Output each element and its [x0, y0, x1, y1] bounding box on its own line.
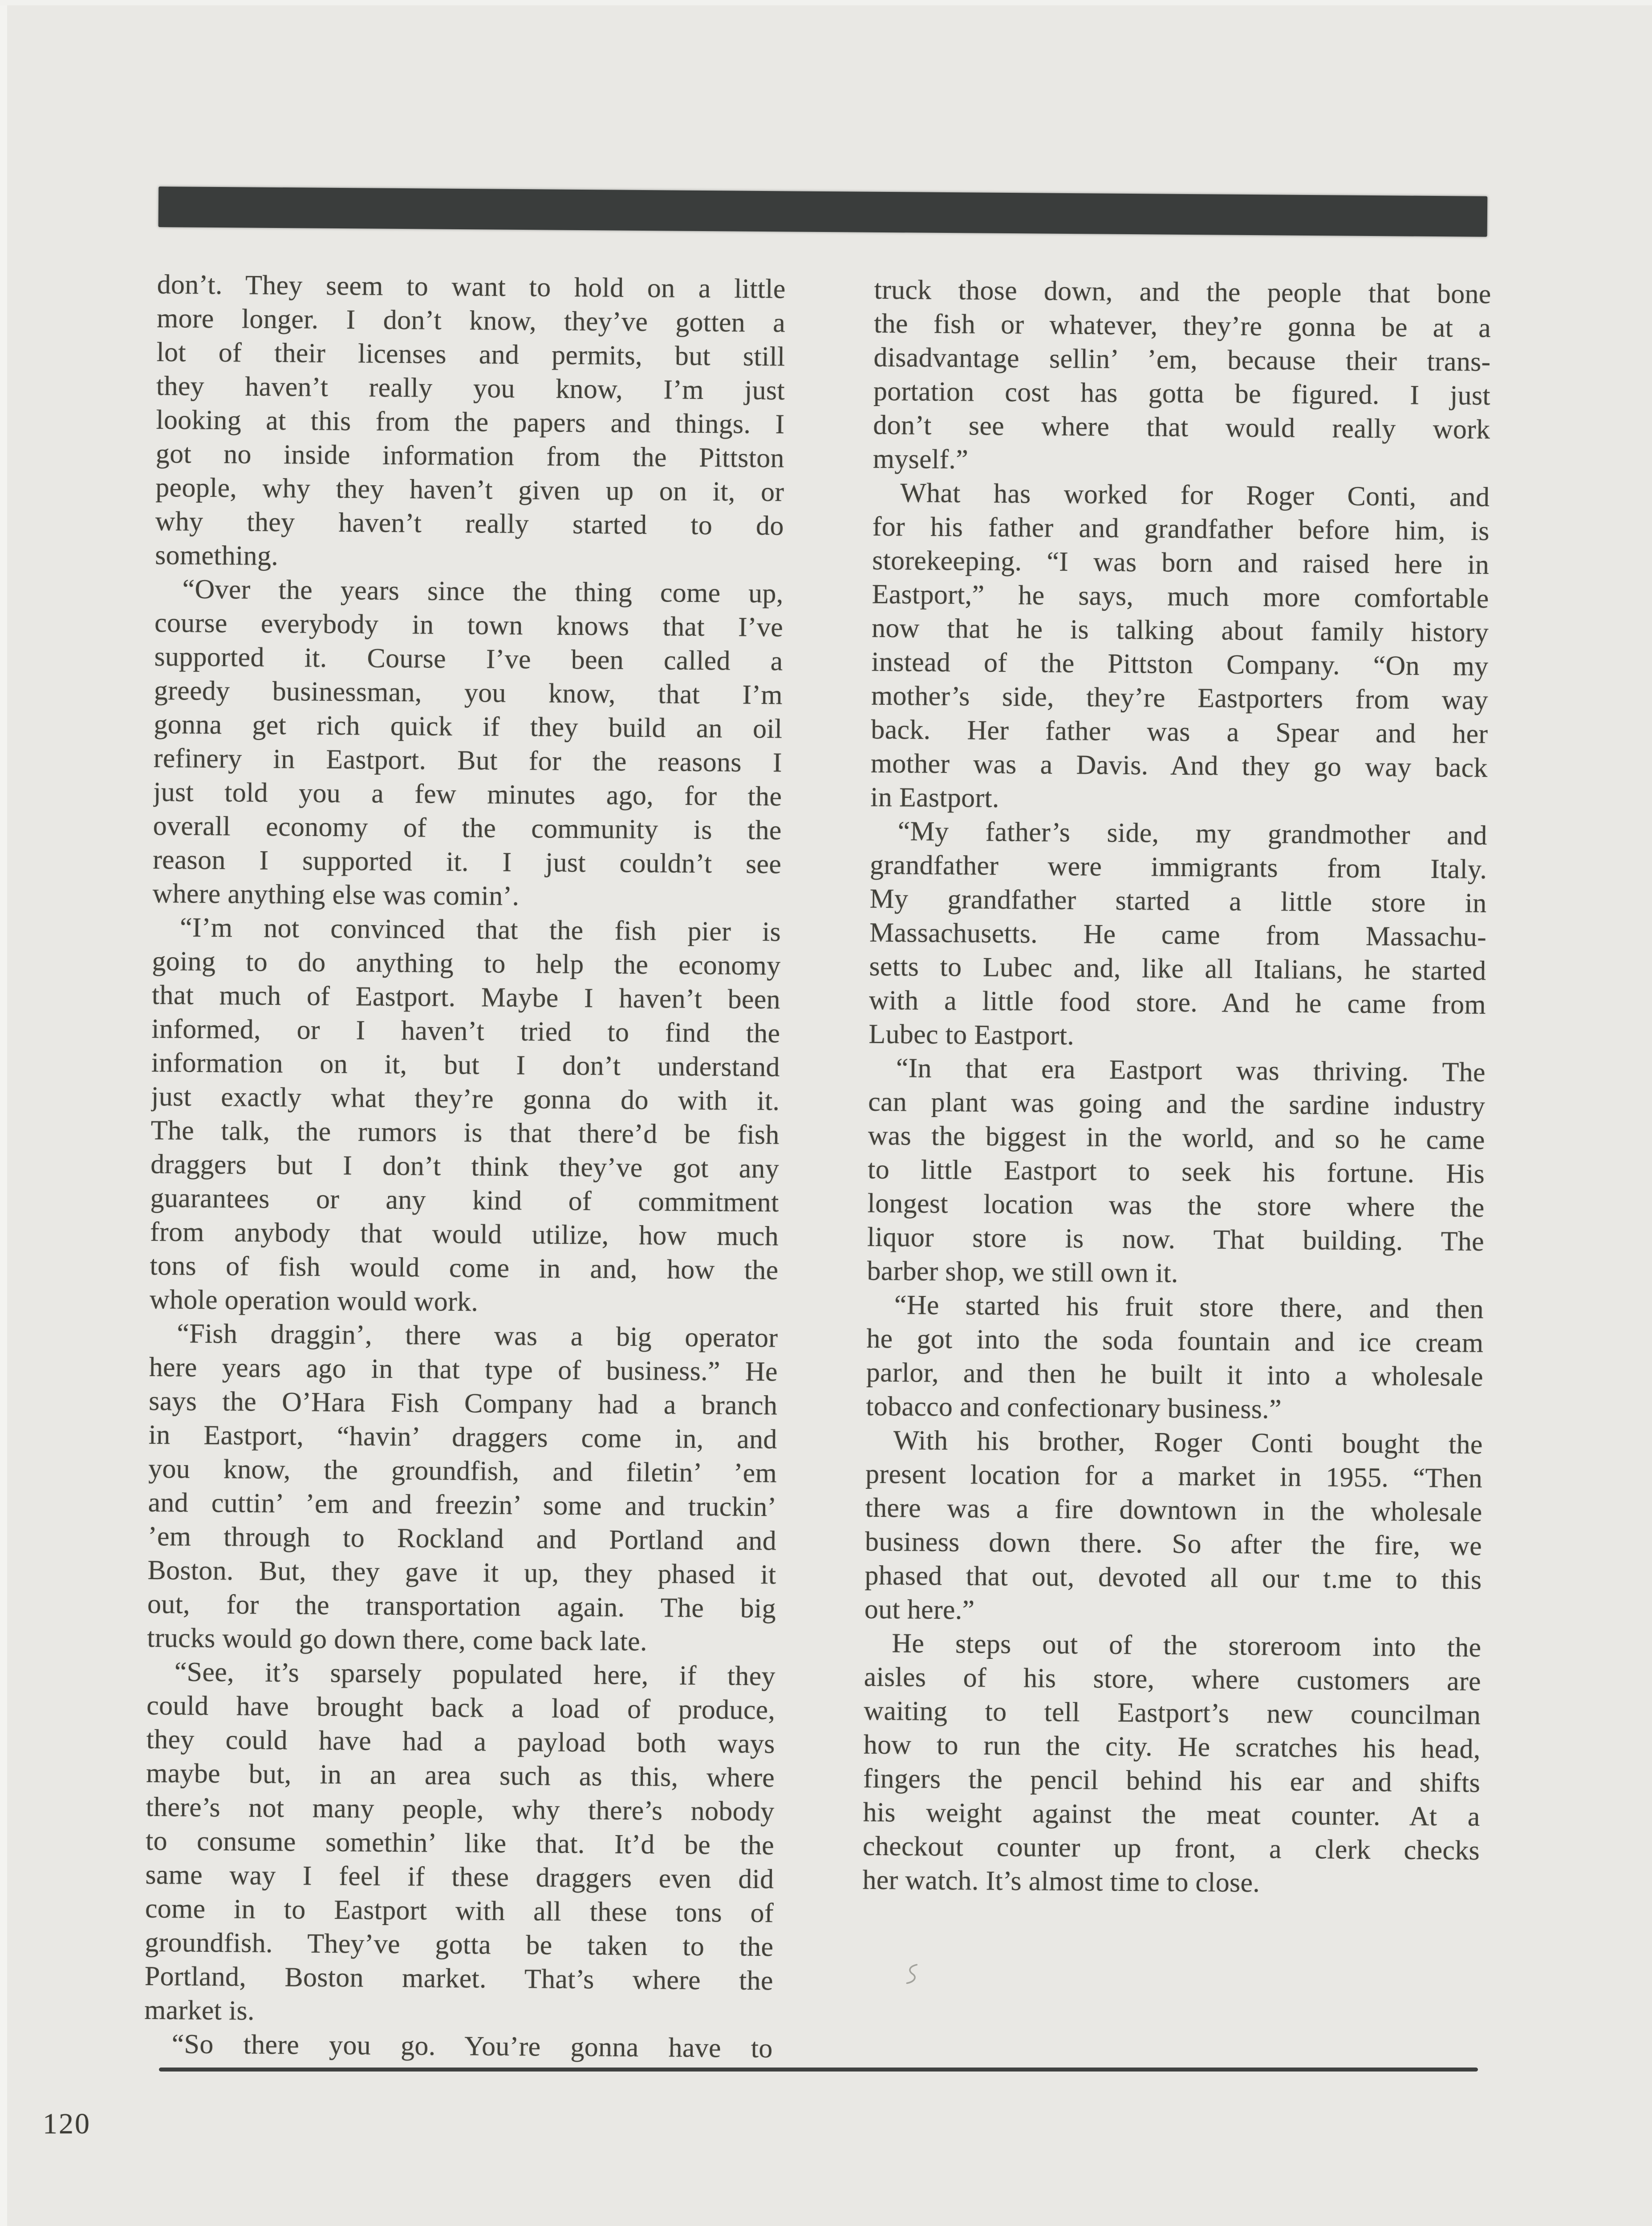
text-line: gonna get rich quick if they build an oil — [154, 709, 783, 744]
text-line: that much of Eastport. Maybe I haven’t been — [151, 979, 781, 1015]
text-line: refinery in Eastport. But for the reasons I — [153, 743, 783, 778]
text-line: to consume somethin’ like that. It’d be the — [145, 1825, 775, 1861]
text-line: Portland, Boston market. That’s where the — [144, 1961, 774, 1996]
text-line: where anything else was comin’. — [152, 878, 520, 911]
text-line: Lubec to Eastport. — [869, 1019, 1075, 1051]
text-line: now that he is talking about family history — [871, 613, 1489, 648]
text-line: reason I supported it. I just couldn’t see — [152, 844, 782, 880]
text-line: disadvantage sellin’ ’em, because their trans- — [873, 342, 1491, 377]
text-line: going to do anything to help the economy — [152, 946, 781, 981]
text-line: groundfish. They’ve gotta be taken to the — [145, 1927, 774, 1962]
text-line: fingers the pencil behind his ear and shifts — [863, 1763, 1481, 1798]
text-line: Eastport,” he says, much more comfortable — [872, 579, 1489, 614]
text-line: there was a fire downtown in the wholesale — [865, 1492, 1482, 1527]
text-line: informed, or I haven’t tried to find the — [151, 1013, 780, 1049]
text-line: looking at this from the papers and things. I — [156, 404, 785, 440]
text-line: mother was a Davis. And they go way back — [870, 748, 1488, 783]
section-divider-bar — [158, 187, 1488, 237]
text-line: “So there you go. You’re gonna have to — [171, 2029, 773, 2064]
text-line: the fish or whatever, they’re gonna be at a — [873, 308, 1491, 343]
page-number: 120 — [43, 2108, 91, 2140]
text-line: course everybody in town knows that I’ve — [154, 607, 783, 643]
text-line: people, why they haven’t given up on it, or — [155, 472, 784, 508]
text-line: grandfather were immigrants from Italy. — [869, 849, 1487, 885]
text-line: he got into the soda fountain and ice cream — [866, 1323, 1484, 1358]
text-line: they could have had a payload both ways — [146, 1724, 775, 1759]
text-line: storekeeping. “I was born and raised here in — [872, 545, 1490, 580]
text-line: there’s not many people, why there’s nobody — [146, 1791, 775, 1827]
text-line: phased that out, devoted all our t.me to this — [865, 1560, 1482, 1595]
text-line: ’em through to Rockland and Portland and — [147, 1521, 777, 1556]
text-line: lot of their licenses and permits, but still — [156, 337, 785, 372]
text-line: instead of the Pittston Company. “On my — [871, 646, 1489, 682]
text-line: how to run the city. He scratches his head, — [863, 1729, 1481, 1764]
text-line: He steps out of the storeroom into the — [892, 1628, 1482, 1663]
text-line: back. Her father was a Spear and her — [871, 714, 1488, 749]
text-line: draggers but I don’t think they’ve got any — [150, 1149, 779, 1184]
text-line: “Fish draggin’, there was a big operator — [177, 1318, 778, 1353]
text-line: says the O’Hara Fish Company had a branch — [149, 1385, 778, 1421]
text-line: “In that era Eastport was thriving. The — [896, 1053, 1486, 1088]
text-line: checkout counter up front, a clerk checks — [862, 1831, 1480, 1866]
text-line: from anybody that would utilize, how much — [150, 1216, 779, 1252]
text-line: tons of fish would come in and, how the — [150, 1250, 779, 1286]
text-line: With his brother, Roger Conti bought the — [893, 1425, 1483, 1460]
text-line: maybe but, in an area such as this, where — [146, 1758, 775, 1793]
text-line: guarantees or any kind of commitment — [150, 1182, 779, 1218]
text-line: present location for a market in 1955. “Then — [865, 1458, 1483, 1494]
text-line: got no inside information from the Pittston — [155, 438, 785, 474]
column-left — [144, 268, 785, 2065]
column-right — [862, 273, 1491, 1901]
text-line: aisles of his store, where customers are — [864, 1661, 1482, 1697]
text-line: her watch. It’s almost time to close. — [862, 1864, 1260, 1898]
text-line: parlor, and then he built it into a wholesale — [866, 1357, 1484, 1392]
text-line: why they haven’t really started to do — [155, 506, 784, 541]
text-line: and cuttin’ ’em and freezin’ some and truckin’ — [148, 1487, 777, 1523]
text-line: in Eastport, “havin’ draggers come in, and — [148, 1419, 777, 1455]
text-line: market is. — [144, 1994, 255, 2026]
text-line: Boston. But, they gave it up, they phased it — [147, 1555, 776, 1590]
text-line: don’t see where that would really work — [873, 410, 1490, 445]
text-line: “My father’s side, my grandmother and — [897, 816, 1487, 851]
text-line: truck those down, and the people that bone — [874, 274, 1491, 309]
text-line: mother’s side, they’re Eastporters from way — [871, 680, 1489, 715]
text-line: was the biggest in the world, and so he came — [868, 1120, 1485, 1155]
text-line: in Eastport. — [870, 782, 1000, 813]
text-line: here years ago in that type of business.” He — [149, 1352, 778, 1387]
text-line: greedy businessman, you know, that I’m — [154, 675, 783, 711]
text-line: “He started his fruit store there, and then — [894, 1290, 1484, 1324]
text-line: business down there. So after the fire, we — [865, 1526, 1482, 1561]
text-line: My grandfather started a little store in — [869, 883, 1487, 918]
text-line: his weight against the meat counter. At a — [863, 1797, 1480, 1832]
text-line: liquor store is now. That building. The — [867, 1222, 1485, 1257]
text-line: information on it, but I don’t understand — [151, 1047, 780, 1083]
text-line: to little Eastport to seek his fortune. His — [867, 1154, 1485, 1189]
text-line: out, for the transportation again. The big — [147, 1588, 776, 1624]
text-line: with a little food store. And he came from — [869, 985, 1486, 1020]
text-line: something. — [155, 540, 279, 572]
text-line: “See, it’s sparsely populated here, if they — [174, 1657, 776, 1692]
text-line: longest location was the store where the — [867, 1188, 1485, 1223]
text-line: supported it. Course I’ve been called a — [154, 641, 783, 677]
text-line: could have brought back a load of produce, — [146, 1690, 775, 1726]
text-line: out here.” — [864, 1594, 975, 1625]
text-line: they haven’t really you know, I’m just — [156, 370, 785, 406]
text-line: What has worked for Roger Conti, and — [900, 478, 1490, 512]
text-line: waiting to tell Eastport’s new councilman — [864, 1695, 1481, 1730]
text-line: “I’m not convinced that the fish pier is — [179, 912, 781, 947]
text-line: more longer. I don’t know, they’ve gotten a — [156, 303, 786, 338]
text-line: don’t. They seem to want to hold on a little — [157, 269, 786, 305]
text-line: come in to Eastport with all these tons of — [145, 1893, 774, 1929]
text-line: same way I feel if these draggers even did — [145, 1859, 774, 1895]
text-line: Massachusetts. He came from Massachu- — [869, 917, 1487, 952]
text-line: tobacco and confectionary business.” — [866, 1391, 1282, 1425]
text-line: just told you a few minutes ago, for the — [153, 776, 782, 812]
text-line: you know, the groundfish, and filetin’ ’em — [148, 1453, 777, 1489]
text-line: setts to Lubec and, like all Italians, he started — [869, 951, 1486, 986]
text-line: portation cost has gotta be figured. I just — [873, 376, 1491, 411]
text-line: The talk, the rumors is that there’d be fish — [150, 1115, 779, 1150]
text-line: can plant was going and the sardine industry — [868, 1086, 1486, 1121]
text-line: overall economy of the community is the — [153, 810, 782, 846]
text-line: for his father and grandfather before him, is — [872, 511, 1490, 546]
text-line: myself.” — [873, 443, 969, 475]
text-line: just exactly what they’re gonna do with it. — [151, 1081, 780, 1117]
text-line: barber shop, we still own it. — [867, 1255, 1178, 1288]
text-line: “Over the years since the thing come up, — [182, 574, 783, 609]
text-line: whole operation would work. — [149, 1284, 479, 1317]
footer-rule — [159, 2068, 1478, 2072]
text-line: trucks would go down there, come back late. — [147, 1622, 648, 1657]
